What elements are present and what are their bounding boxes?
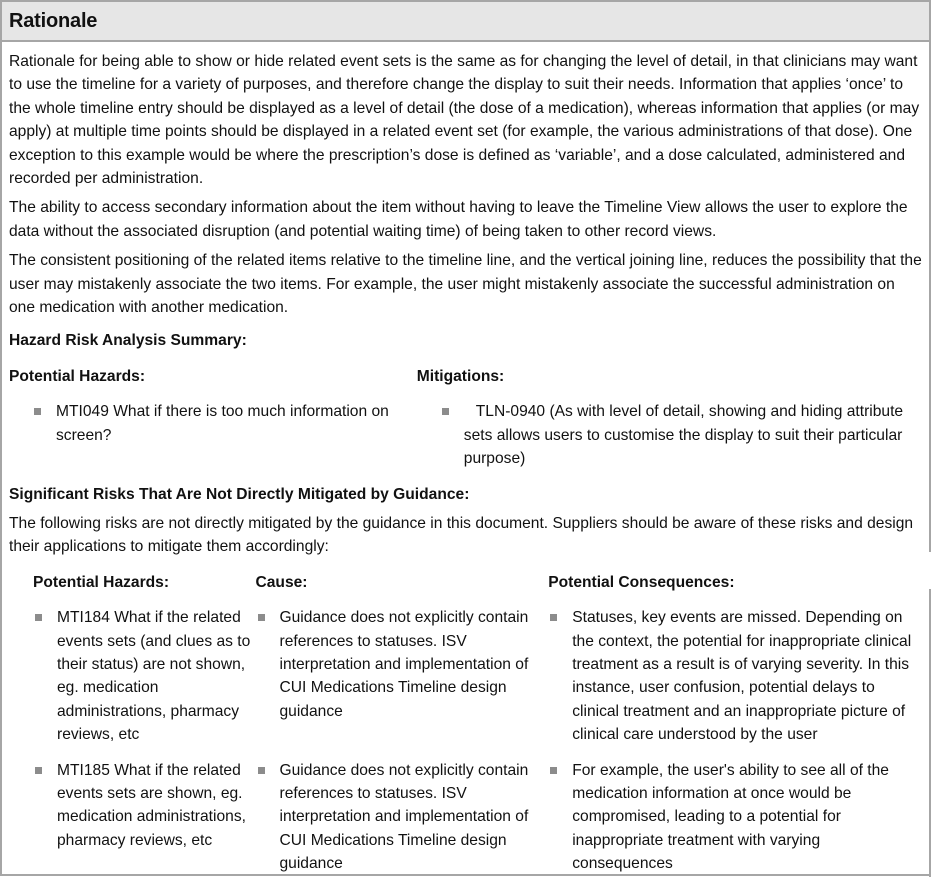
rationale-paragraph: The consistent positioning of the related items relative to the timeline line, and the vertical joining line, reduces the possibility that the user may mistakenly associate the two items. For example, the user might mistakenly associate the successful administration on one medication with another medication.	[9, 252, 922, 317]
panel-border	[929, 0, 931, 552]
section-header	[2, 2, 930, 42]
risk-cause-item	[256, 606, 549, 723]
risk-consequence-text: For example, the user's ability to see all of the medication information at once would be compromised, leading to a potential for inappropriate treatment with varying consequences	[572, 761, 889, 873]
square-bullet-icon	[442, 408, 449, 415]
hazard-text: MTI049 What if there is too much information on screen?	[56, 403, 389, 444]
risk-cause-text: Guidance does not explicitly contain references to statuses. ISV interpretation and implementation of CUI Medications Timeline design guidance	[279, 609, 529, 720]
square-bullet-icon	[550, 614, 557, 621]
risk-hazard-item	[33, 759, 256, 853]
hazards-column	[9, 365, 417, 483]
square-bullet-icon	[258, 614, 265, 621]
risks-table-header	[9, 571, 924, 606]
risks-hazards-heading: Potential Hazards:	[33, 573, 170, 591]
risk-hazard-text: MTI185 What if the related events sets are shown, eg. medication administrations, pharmacy reviews, etc	[57, 761, 246, 849]
hazard-item	[9, 400, 417, 447]
mitigation-text: TLN-0940 (As with level of detail, showing and hiding attribute sets allows users to customise the display to suit their particular purpose)	[463, 403, 904, 468]
square-bullet-icon	[550, 767, 557, 774]
risk-cause-item	[256, 759, 549, 876]
risk-row	[9, 759, 924, 888]
rationale-paragraph: Rationale for being able to show or hide related event sets is the same as for changing the level of detail, in that clinicians may want to use the timeline for a variety of purposes, and therefore change the display to suit their needs. Information that applies ‘once’ to the whole timeline entry should be displayed as a level of detail (the dose of a medication), whereas information that applies (or may apply) at multiple time points should be displayed in a related event set (for example, the various administrations of that dose). One exception to this example would be where the prescription’s dose is defined as ‘variable’, and a dose calculated, administered and recorded per administration.	[9, 53, 920, 188]
hazard-summary-table	[9, 365, 924, 483]
square-bullet-icon	[34, 408, 41, 415]
risks-consequences-heading: Potential Consequences:	[548, 573, 735, 591]
risk-consequence-item	[548, 606, 924, 746]
mitigations-list	[417, 400, 924, 470]
significant-risks-intro: The following risks are not directly mitigated by the guidance in this document. Suppliers should be aware of these risks and design their applications to mitigate them accordingly:	[9, 514, 914, 556]
section-content	[2, 42, 930, 888]
rationale-paragraph: The ability to access secondary information about the item without having to leave the Timeline View allows the user to explore the data without the associated disruption (and potential waiting time) of being taken to other record views.	[9, 199, 908, 240]
square-bullet-icon	[35, 767, 42, 774]
risk-row	[9, 606, 924, 758]
risk-hazard-text: MTI184 What if the related events sets (and clues as to their status) are not shown, eg. medication administrations, pharmacy reviews, etc	[57, 609, 251, 744]
panel-border	[929, 589, 931, 877]
risk-hazard-item	[33, 606, 256, 746]
section-title: Rationale	[9, 9, 98, 32]
hazards-column-heading: Potential Hazards:	[9, 367, 146, 385]
mitigations-column-heading: Mitigations:	[416, 367, 505, 385]
risks-cause-heading: Cause:	[255, 573, 308, 591]
mitigation-item	[417, 400, 924, 470]
mitigations-column	[417, 365, 924, 483]
risk-consequence-text: Statuses, key events are missed. Depending on the context, the potential for inappropriate clinical treatment as a result is of varying severity. In this instance, user confusion, potential delays to clinical treatment and an inappropriate picture of clinical care understood by the user	[572, 609, 912, 744]
hazards-list	[9, 400, 417, 447]
significant-risks-heading: Significant Risks That Are Not Directly Mitigated by Guidance:	[9, 485, 470, 503]
hazard-summary-heading: Hazard Risk Analysis Summary:	[9, 332, 247, 350]
risk-consequence-item	[548, 759, 924, 876]
risk-cause-text: Guidance does not explicitly contain references to statuses. ISV interpretation and implementation of CUI Medications Timeline design guidance	[279, 761, 529, 873]
square-bullet-icon	[258, 767, 265, 774]
square-bullet-icon	[35, 614, 42, 621]
